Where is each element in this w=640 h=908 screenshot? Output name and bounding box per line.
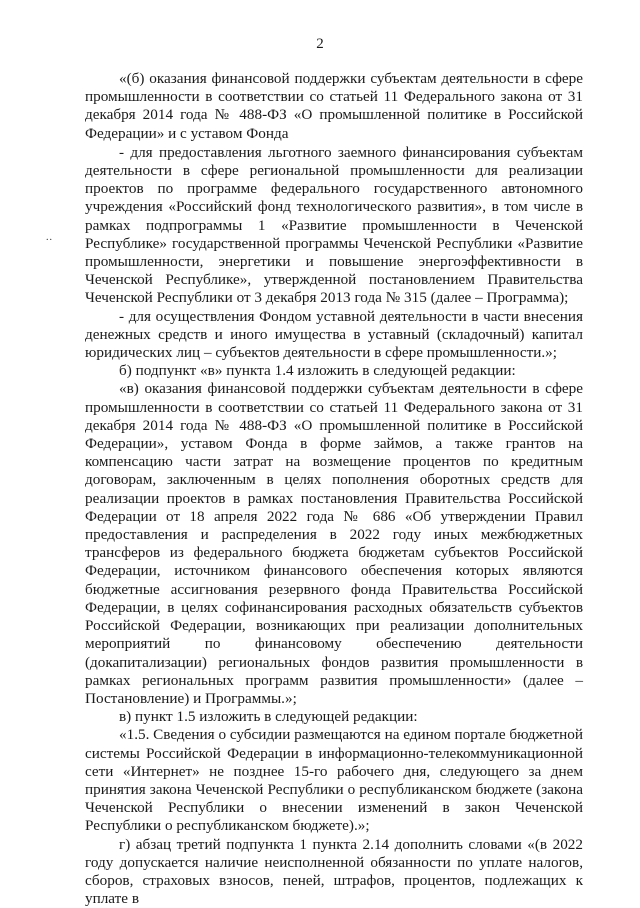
paragraph-4: б) подпункт «в» пункта 1.4 изложить в следующей редакции: [119,362,516,380]
paragraph-3: - для осуществления Фондом уставной деятельности в части внесения денежных средств и иного имущества в уставный (складочный) капитал юридических лиц – субъектов деятельности в сфере промышленности.»; [85,307,583,362]
paragraph-8: г) абзац третий подпункта 1 пункта 2.14 дополнить словами «(в 2022 году допускается наличие неисполненной обязанности по уплате налогов, сборов, страховых взносов, пеней, штрафов, процентов, подлежащих к уплате в [85,835,583,908]
paragraph-5: «в) оказания финансовой поддержки субъектам деятельности в сфере промышленности в соответствии со статьей 11 Федерального закона от 31 декабря 2014 года № 488-ФЗ «О промышленной политике в Российской Федерации», уставом Фонда в форме займов, а также грантов на компенсацию части затрат на возмещение процентов по кредитным договорам, заключенным в целях пополнения оборотных средств для реализации проектов в рамках постановления Правительства Российской Федерации от 18 апреля 2022 года № 686 «Об утверждении Правил предоставления и распределения в 2022 году иных межбюджетных трансферов из федерального бюджета бюджетам субъектов Российской Федерации, источником финансового обеспечения которых являются бюджетные ассигнования резервного фонда Правительства Российской Федерации, в целях софинансирования расходных обязательств субъектов Российской Федерации, возникающих при реализации дополнительных мероприятий по финансовому обеспечению деятельности (докапитализации) региональных фондов развития промышленности в рамках региональных программ развития промышленности» (далее – Постановление) и Программы.»; [85,380,583,707]
page-number: 2 [316,36,324,52]
margin-marks: .. [46,232,53,243]
document-body [85,70,583,908]
paragraph-1: «(б) оказания финансовой поддержки субъектам деятельности в сфере промышленности в соответствии со статьей 11 Федерального закона от 31 декабря 2014 года № 488-ФЗ «О промышленной политике в Российской Федерации» и с уставом Фонда [85,70,583,142]
paragraph-6: в) пункт 1.5 изложить в следующей редакции: [119,708,418,726]
paragraph-2: - для предоставления льготного заемного финансирования субъектам деятельности в сфере региональной промышленности для реализации проектов по программе федерального государственного автономного учреждения «Российский фонд технологического развития», в том числе в рамках подпрограммы 1 «Развитие промышленности в Чеченской Республике» государственной программы Чеченской Республики «Развитие промышленности, энергетики и повышение энергоэффективности в Чеченской Республике», утвержденной постановлением Правительства Чеченской Республики от 3 декабря 2013 года № 315 (далее – Программа); [85,143,583,307]
paragraph-7: «1.5. Сведения о субсидии размещаются на едином портале бюджетной системы Российской Федерации в информационно-телекоммуникационной сети «Интернет» не позднее 15-го рабочего дня, следующего за днем принятия закона Чеченской Республики о республиканском бюджете (закона Чеченской Республики о внесении изменений в закон Чеченской Республики о республиканском бюджете).»; [85,726,583,835]
